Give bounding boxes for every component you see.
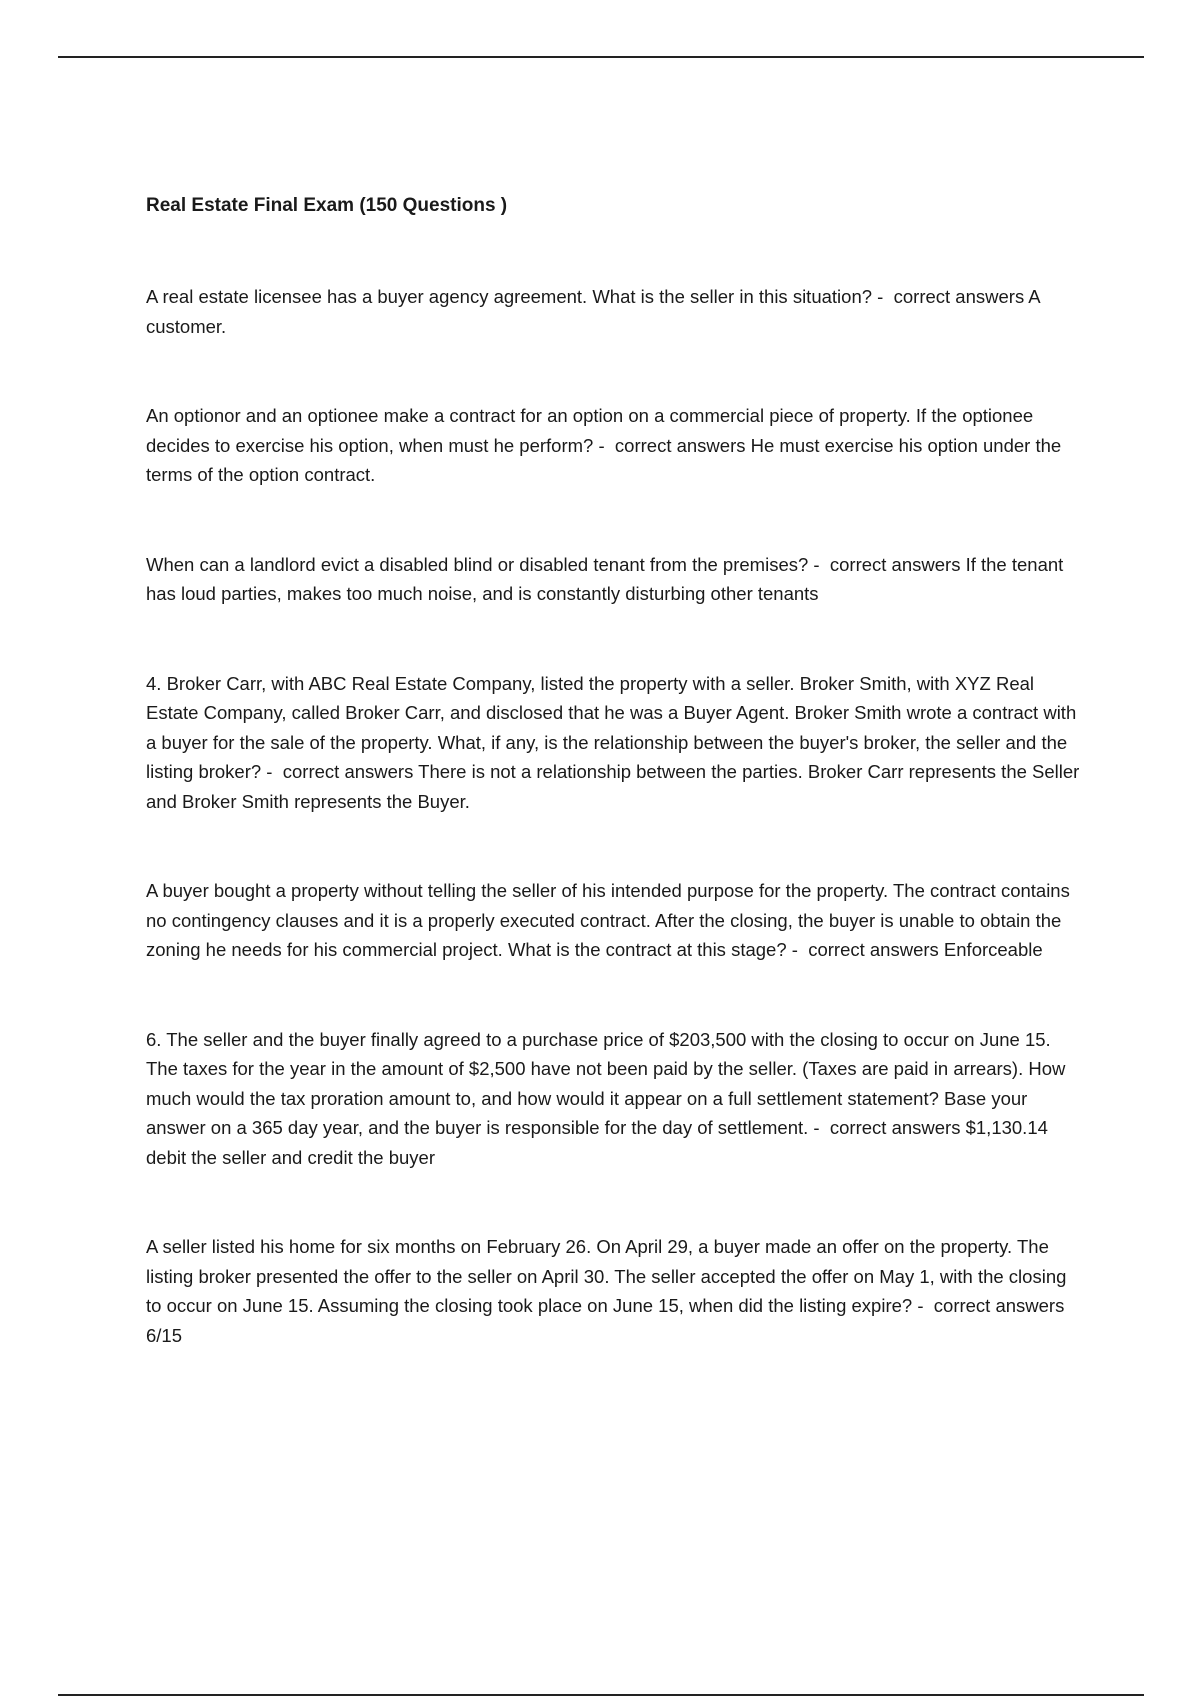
answer-text: correct answers He must exercise his option under the terms of the option contract. bbox=[146, 434, 1062, 485]
answer-text: correct answers There is not a relationship between the parties. Broker Carr represents the Seller and Broker Smith represents the Buyer. bbox=[146, 761, 1080, 812]
question-item bbox=[146, 876, 1086, 965]
answer-text: correct answers If the tenant has loud parties, makes too much noise, and is constantly disturbing other tenants bbox=[146, 553, 1064, 604]
question-item bbox=[146, 1232, 1086, 1350]
question-item bbox=[146, 401, 1086, 490]
question-item bbox=[146, 282, 1086, 341]
answer-separator: - bbox=[872, 286, 894, 307]
document-body bbox=[146, 192, 1086, 1410]
question-text: A buyer bought a property without telling the seller of his intended purpose for the property. The contract contains no contingency clauses and it is a properly executed contract. After the closing, the buyer is unable to obtain the zoning he needs for his commercial project. What is the contract at this stage? bbox=[146, 880, 1070, 960]
answer-text: correct answers 6/15 bbox=[146, 1295, 1065, 1346]
answer-text: correct answers $1,130.14 debit the seller and credit the buyer bbox=[146, 1117, 1048, 1168]
answer-text: correct answers Enforceable bbox=[808, 939, 1043, 960]
question-text: An optionor and an optionee make a contract for an option on a commercial piece of property. If the optionee decides to exercise his option, when must he perform? bbox=[146, 405, 1034, 456]
question-item bbox=[146, 550, 1086, 609]
question-text: 4. Broker Carr, with ABC Real Estate Company, listed the property with a seller. Broker Smith, with XYZ Real Estate Company, called Broker Carr, and disclosed that he was a Buyer Agent. Broker Smith wrote a contract with a buyer for the sale of the property. What, if any, is the relationship between the buyer's broker, the seller and the listing broker? bbox=[146, 672, 1077, 782]
header-rule bbox=[58, 56, 1144, 58]
answer-separator: - bbox=[261, 761, 283, 782]
answer-separator: - bbox=[808, 1117, 830, 1138]
question-item bbox=[146, 669, 1086, 817]
answer-separator: - bbox=[912, 1295, 934, 1316]
answer-separator: - bbox=[786, 939, 809, 960]
question-text: 6. The seller and the buyer finally agreed to a purchase price of $203,500 with the closing to occur on June 15. The taxes for the year in the amount of $2,500 have not been paid by the seller. (Taxes are paid in arrears). How much would the tax proration amount to, and how would it appear on a full settlement statement? Base your answer on a 365 day year, and the buyer is responsible for the day of settlement. bbox=[146, 1028, 1066, 1138]
question-item bbox=[146, 1025, 1086, 1173]
answer-separator: - bbox=[593, 434, 615, 456]
question-text: A seller listed his home for six months on February 26. On April 29, a buyer made an offer on the property. The listing broker presented the offer to the seller on April 30. The seller accepted the offer on May 1, with the closing to occur on June 15. Assuming the closing took place on June 15, when did the listing expire? bbox=[146, 1236, 1067, 1316]
footer-rule bbox=[58, 1694, 1144, 1696]
question-text: When can a landlord evict a disabled blind or disabled tenant from the premises? bbox=[146, 553, 809, 575]
document-title: Real Estate Final Exam (150 Questions ) bbox=[146, 195, 508, 216]
answer-separator: - bbox=[808, 553, 830, 575]
question-text: A real estate licensee has a buyer agency agreement. What is the seller in this situation? bbox=[146, 286, 873, 307]
answer-text: correct answers A customer. bbox=[146, 286, 1040, 337]
